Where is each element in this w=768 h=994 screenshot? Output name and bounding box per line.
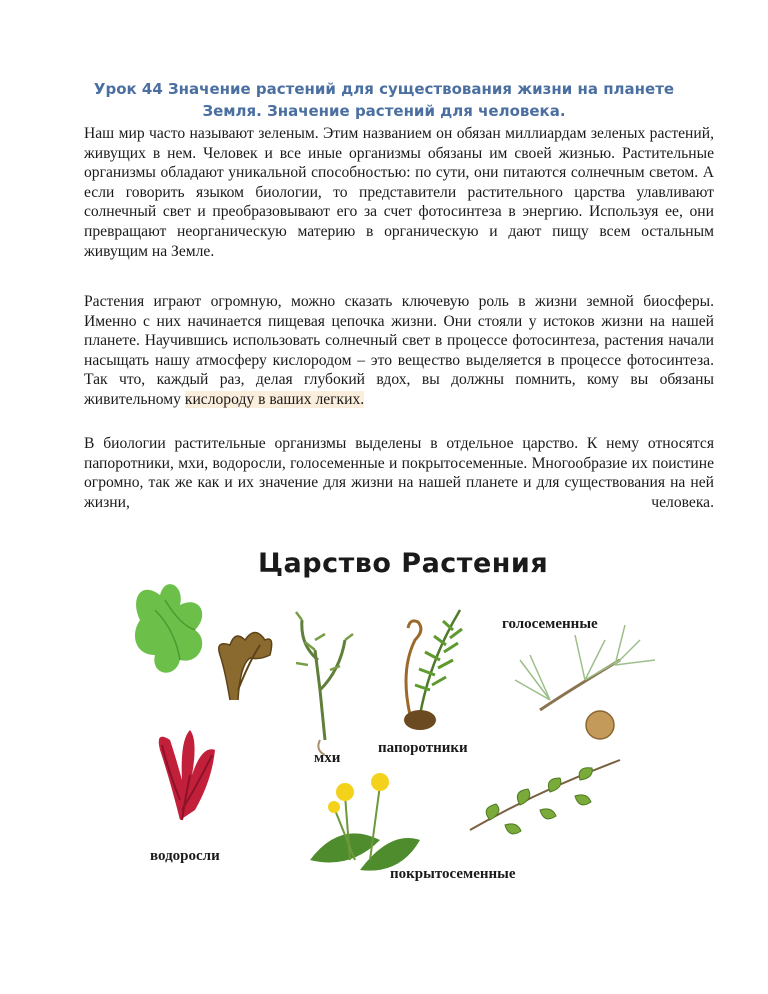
red-algae-illustration <box>159 730 215 820</box>
dandelion-illustration <box>310 773 420 871</box>
lesson-title-line1: Урок 44 Значение растений для существования жизни на планете <box>93 80 675 98</box>
fern-illustration <box>404 610 462 730</box>
label-mosses: мхи <box>314 750 341 766</box>
paragraph-2 <box>84 292 714 410</box>
birch-branch-illustration <box>470 760 620 834</box>
plant-kingdom-illustration <box>120 540 680 900</box>
figure-title: Царство Растения <box>258 548 549 579</box>
label-gymnosperms: голосеменные <box>502 616 598 632</box>
label-ferns: папоротники <box>378 740 468 756</box>
pine-illustration <box>515 625 655 739</box>
paragraph-3: В биологии растительные организмы выделены в отдельное царство. К нему относятся папоротники, мхи, водоросли, голосеменные и покрытосеменные. Многообразие их поистине огромно, так же как и их значение для жизни на нашей планете и для существования на ней жизни, человека. <box>84 435 714 511</box>
sea-lettuce-illustration <box>135 584 202 673</box>
moss-illustration <box>296 612 353 755</box>
label-algae: водоросли <box>150 848 220 864</box>
lesson-title-line2: Земля. Значение растений для человека. <box>202 102 566 120</box>
brown-algae-illustration <box>219 633 272 701</box>
paragraph-2-text: Растения играют огромную, можно сказать ключевую роль в жизни земной биосферы. Именно с них начинается пищевая цепочка жизни. Они стояли у истоков жизни на нашей планете. Научившись использовать солнечный свет в процессе фотосинтеза, растения начали насыщать нашу атмосферу кислородом – это вещество выделяется в процессе фотосинтеза. Так что, каждый раз, делая глубокий вдох, вы должны помнить, кому вы обязаны живительному <box>84 293 714 408</box>
paragraph-1: Наш мир часто называют зеленым. Этим названием он обязан миллиардам зеленых растений, живущих в нем. Человек и все иные организмы обязаны им своей жизнью. Растительные организмы обладают уникальной способностью: по сути, они питаются солнечным светом. А если говорить языком биологии, то представители растительного царства улавливают солнечный свет и преобразовывают его за счет фотосинтеза в энергию. Используя ее, они превращают неорганическую материю в органическую и дают пищу всем остальным живущим на Земле. <box>84 125 714 260</box>
paragraph-2-highlight: кислороду в ваших легких. <box>184 390 365 408</box>
lesson-title <box>84 78 684 122</box>
label-angiosperms: покрытосеменные <box>390 866 516 882</box>
